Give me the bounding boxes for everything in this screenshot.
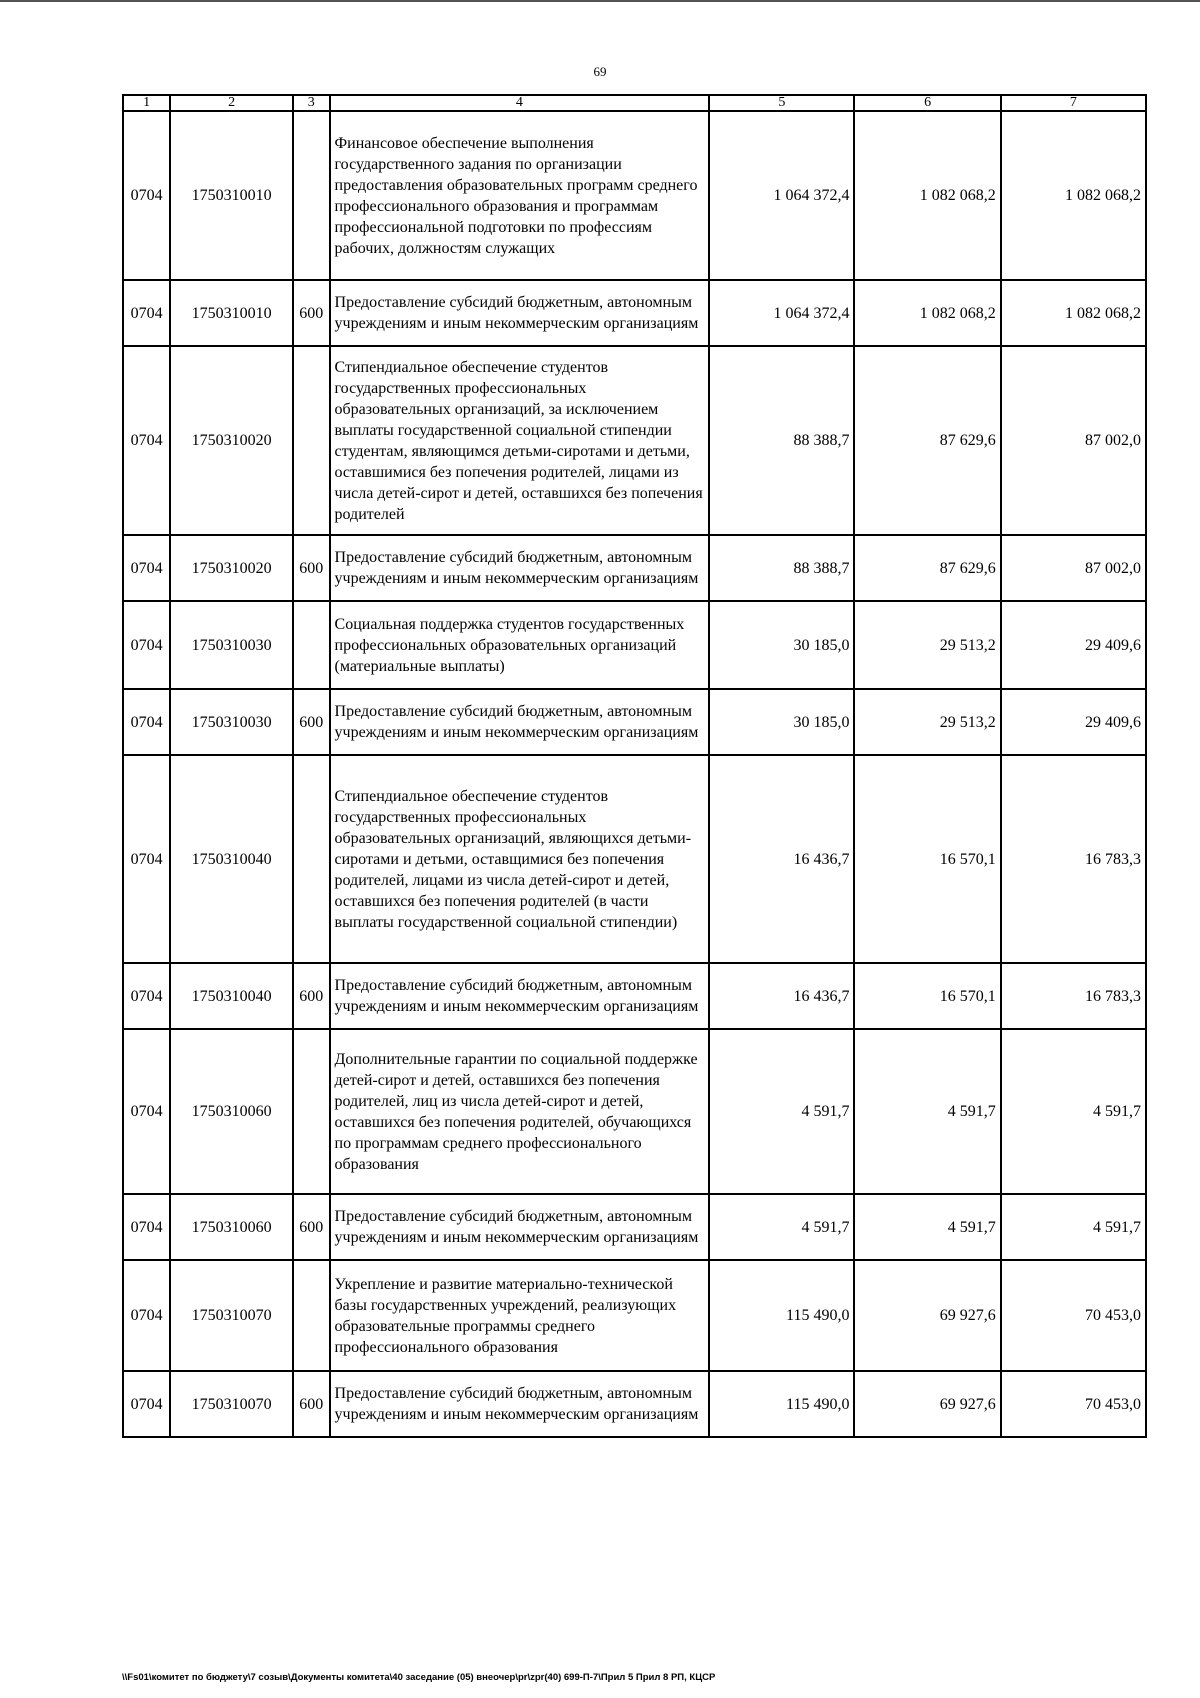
expense-type-cell: 600 (293, 535, 330, 601)
amount-col7-cell: 29 409,6 (1001, 689, 1146, 755)
expense-type-cell: 600 (293, 689, 330, 755)
section-code-cell: 0704 (123, 1194, 170, 1260)
amount-col5-cell: 1 064 372,4 (709, 111, 854, 280)
amount-col6-cell: 87 629,6 (854, 535, 1000, 601)
column-header: 4 (330, 95, 710, 111)
column-header: 2 (170, 95, 293, 111)
section-code-cell: 0704 (123, 111, 170, 280)
amount-col6-cell: 87 629,6 (854, 346, 1000, 535)
amount-col7-cell: 1 082 068,2 (1001, 111, 1146, 280)
section-code-cell: 0704 (123, 1371, 170, 1437)
table-row (123, 1260, 1146, 1371)
table-row (123, 1029, 1146, 1194)
amount-col7-cell: 87 002,0 (1001, 535, 1146, 601)
section-code-cell: 0704 (123, 535, 170, 601)
section-code-cell: 0704 (123, 280, 170, 346)
amount-col6-cell: 1 082 068,2 (854, 111, 1000, 280)
amount-col5-cell: 16 436,7 (709, 963, 854, 1029)
amount-col5-cell: 88 388,7 (709, 535, 854, 601)
section-code-cell: 0704 (123, 1260, 170, 1371)
amount-col5-cell: 88 388,7 (709, 346, 854, 535)
amount-col6-cell: 69 927,6 (854, 1371, 1000, 1437)
target-code-cell: 1750310060 (170, 1194, 293, 1260)
table-row (123, 280, 1146, 346)
description-cell: Стипендиальное обеспечение студентов государственных профессиональных образовательных организаций, за исключением выплаты государственной социальной стипендии студентам, являющимся детьми-сиротами и детьми, оставшимися без попечения родителей, лицами из числа детей-сирот и детей, оставшихся без попечения родителей (330, 346, 710, 535)
amount-col6-cell: 16 570,1 (854, 963, 1000, 1029)
amount-col7-cell: 29 409,6 (1001, 601, 1146, 689)
amount-col5-cell: 30 185,0 (709, 689, 854, 755)
expense-type-cell (293, 755, 330, 963)
section-code-cell: 0704 (123, 689, 170, 755)
target-code-cell: 1750310070 (170, 1260, 293, 1371)
table-row (123, 601, 1146, 689)
description-cell: Стипендиальное обеспечение студентов государственных профессиональных образовательных организаций, являющихся детьми-сиротами и детьми, оставщимися без попечения родителей, лицами из числа детей-сирот и детей, оставшихся без попечения родителей (в части выплаты государственной социальной стипендии) (330, 755, 710, 963)
column-header: 5 (709, 95, 854, 111)
amount-col5-cell: 115 490,0 (709, 1260, 854, 1371)
description-cell: Предоставление субсидий бюджетным, автономным учреждениям и иным некоммерческим организациям (330, 1371, 710, 1437)
amount-col7-cell: 1 082 068,2 (1001, 280, 1146, 346)
description-cell: Социальная поддержка студентов государственных профессиональных образовательных организаций (материальные выплаты) (330, 601, 710, 689)
target-code-cell: 1750310010 (170, 280, 293, 346)
expense-type-cell (293, 346, 330, 535)
section-code-cell: 0704 (123, 963, 170, 1029)
target-code-cell: 1750310030 (170, 689, 293, 755)
target-code-cell: 1750310040 (170, 963, 293, 1029)
amount-col7-cell: 87 002,0 (1001, 346, 1146, 535)
amount-col5-cell: 4 591,7 (709, 1029, 854, 1194)
table-row (123, 755, 1146, 963)
table-row (123, 689, 1146, 755)
target-code-cell: 1750310060 (170, 1029, 293, 1194)
amount-col7-cell: 4 591,7 (1001, 1194, 1146, 1260)
amount-col6-cell: 69 927,6 (854, 1260, 1000, 1371)
budget-table (122, 94, 1147, 1438)
column-header: 1 (123, 95, 170, 111)
table-row (123, 1371, 1146, 1437)
scan-edge-line (0, 0, 1200, 8)
target-code-cell: 1750310020 (170, 346, 293, 535)
description-cell: Предоставление субсидий бюджетным, автономным учреждениям и иным некоммерческим организациям (330, 689, 710, 755)
amount-col5-cell: 30 185,0 (709, 601, 854, 689)
amount-col7-cell: 16 783,3 (1001, 963, 1146, 1029)
expense-type-cell (293, 111, 330, 280)
amount-col5-cell: 4 591,7 (709, 1194, 854, 1260)
amount-col7-cell: 70 453,0 (1001, 1260, 1146, 1371)
amount-col6-cell: 1 082 068,2 (854, 280, 1000, 346)
section-code-cell: 0704 (123, 1029, 170, 1194)
table-row (123, 963, 1146, 1029)
amount-col6-cell: 29 513,2 (854, 689, 1000, 755)
expense-type-cell: 600 (293, 280, 330, 346)
section-code-cell: 0704 (123, 755, 170, 963)
file-path-footer: \\Fs01\комитет по бюджету\7 созыв\Документы комитета\40 заседание (05) внеочер\pr\zpr(40) 699-П-7\Прил 5 Прил 8 РП, КЦСР (122, 1672, 716, 1683)
expense-type-cell: 600 (293, 1371, 330, 1437)
amount-col5-cell: 115 490,0 (709, 1371, 854, 1437)
description-cell: Предоставление субсидий бюджетным, автономным учреждениям и иным некоммерческим организациям (330, 535, 710, 601)
expense-type-cell (293, 1029, 330, 1194)
page-number: 69 (593, 64, 607, 79)
column-header: 7 (1001, 95, 1146, 111)
amount-col6-cell: 4 591,7 (854, 1194, 1000, 1260)
expense-type-cell (293, 1260, 330, 1371)
section-code-cell: 0704 (123, 346, 170, 535)
table-row (123, 1194, 1146, 1260)
column-header: 3 (293, 95, 330, 111)
expense-type-cell: 600 (293, 1194, 330, 1260)
description-cell: Финансовое обеспечение выполнения государственного задания по организации предоставления образовательных программ среднего профессионального образования и программам профессиональной подготовки по профессиям рабочих, должностям служащих (330, 111, 710, 280)
amount-col7-cell: 70 453,0 (1001, 1371, 1146, 1437)
description-cell: Укрепление и развитие материально-технической базы государственных учреждений, реализующих образовательные программы среднего профессионального образования (330, 1260, 710, 1371)
column-number-row (123, 95, 1146, 111)
expense-type-cell (293, 601, 330, 689)
amount-col7-cell: 4 591,7 (1001, 1029, 1146, 1194)
expense-type-cell: 600 (293, 963, 330, 1029)
column-header: 6 (854, 95, 1000, 111)
table-row (123, 535, 1146, 601)
description-cell: Предоставление субсидий бюджетным, автономным учреждениям и иным некоммерческим организациям (330, 280, 710, 346)
amount-col6-cell: 29 513,2 (854, 601, 1000, 689)
target-code-cell: 1750310030 (170, 601, 293, 689)
target-code-cell: 1750310040 (170, 755, 293, 963)
amount-col7-cell: 16 783,3 (1001, 755, 1146, 963)
description-cell: Предоставление субсидий бюджетным, автономным учреждениям и иным некоммерческим организациям (330, 963, 710, 1029)
amount-col5-cell: 16 436,7 (709, 755, 854, 963)
description-cell: Дополнительные гарантии по социальной поддержке детей-сирот и детей, оставшихся без попечения родителей, лиц из числа детей-сирот и детей, оставшихся без попечения родителей, обучающихся по программам среднего профессионального образования (330, 1029, 710, 1194)
target-code-cell: 1750310070 (170, 1371, 293, 1437)
amount-col6-cell: 16 570,1 (854, 755, 1000, 963)
target-code-cell: 1750310020 (170, 535, 293, 601)
target-code-cell: 1750310010 (170, 111, 293, 280)
section-code-cell: 0704 (123, 601, 170, 689)
table-row (123, 346, 1146, 535)
description-cell: Предоставление субсидий бюджетным, автономным учреждениям и иным некоммерческим организациям (330, 1194, 710, 1260)
amount-col6-cell: 4 591,7 (854, 1029, 1000, 1194)
table-row (123, 111, 1146, 280)
amount-col5-cell: 1 064 372,4 (709, 280, 854, 346)
